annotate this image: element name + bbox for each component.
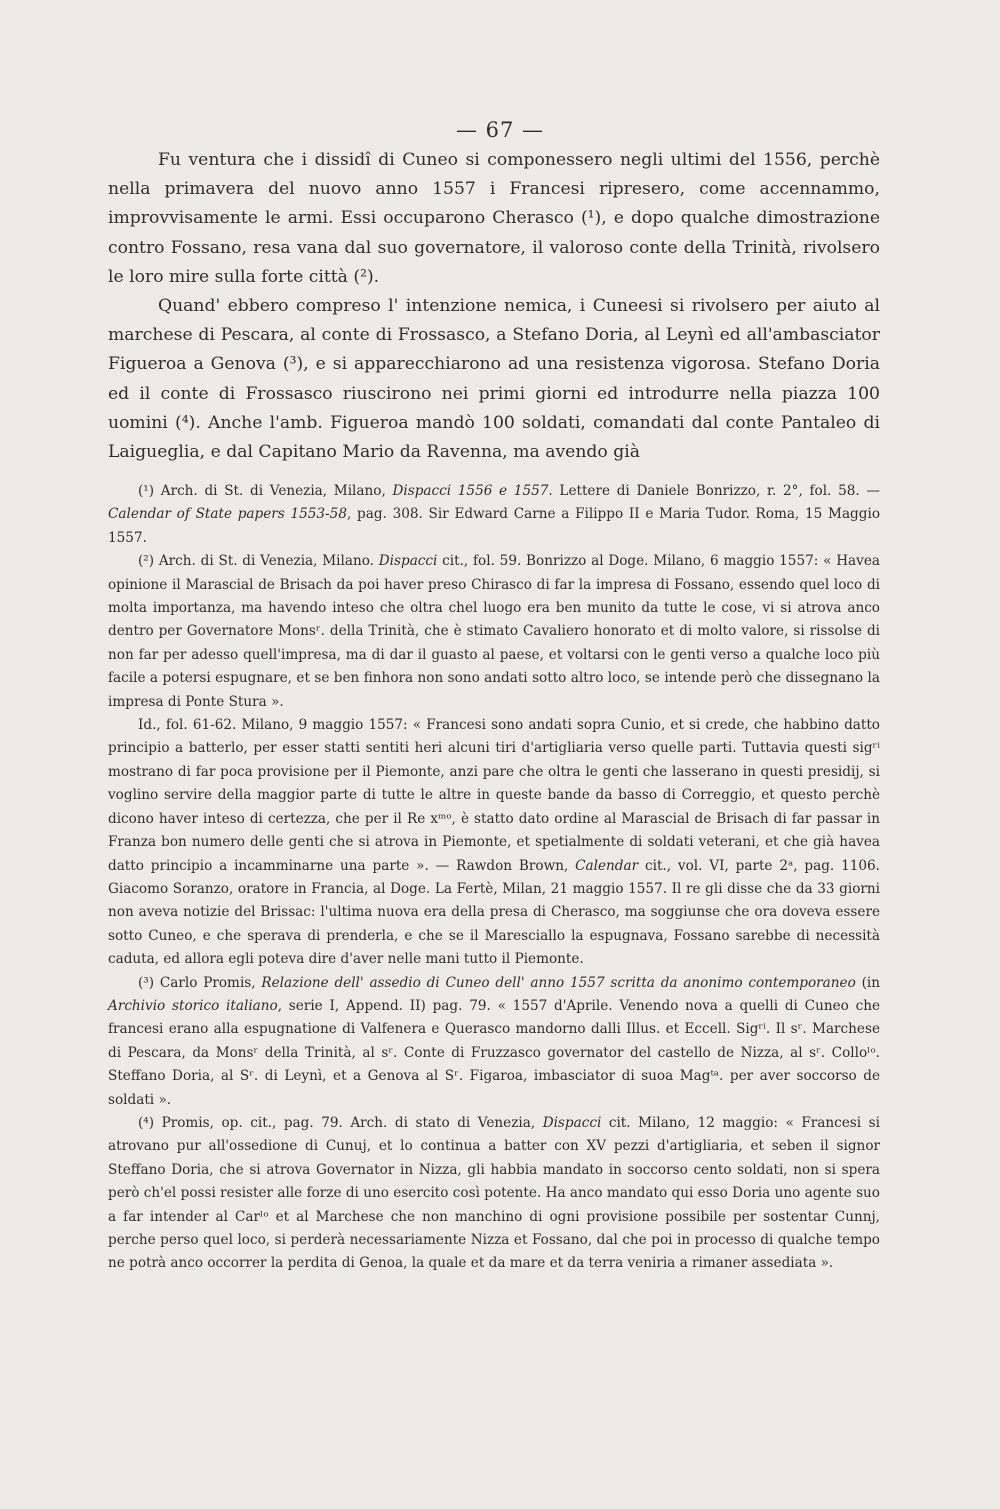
footnote-title: Dispacci — [378, 553, 438, 570]
footnote-2-continued — [108, 714, 880, 971]
footnote-text: (⁴) Promis, op. cit., pag. 79. Arch. di stato di Venezia, — [138, 1114, 543, 1131]
paragraph-2: Quand' ebbero compreso l' intenzione nemica, i Cuneesi si rivolsero per aiuto al marchese di Pescara, al conte di Frossasco, a Stefano Doria, al Leynì ed all'ambasciator Figueroa a Genova (³), e si apparecchiarono ad una resistenza vigorosa. Stefano Doria ed il conte di Frossasco riuscirono nei primi giorni ed introdurre nella piazza 100 uomini (⁴). Anche l'amb. Figueroa mandò 100 soldati, comandati dal conte Pantaleo di Laigueglia, e dal Capitano Mario da Ravenna, ma avendo già — [108, 296, 880, 463]
footnote-text: cit. Milano, 12 maggio: « Francesi si atrovano pur all'ossedione di Cunuj, et lo continua a batter con XV pezzi d'artigliaria, et seben il signor Steffano Doria, che si atrova Governator in Nizza, gli habbia mandato in soccorso cento soldati, non si spera però ch'el possi resister alle forze di uno esercito così potente. Ha anco mandato qui esso Doria uno agente suo a far intender al Carˡᵒ et al Marchese che non manchino di ogni provisione possibile per sostentar Cunnj, perche perso quel loco, si perderà necessariamente Nizza et Fossano, dal che poi in processo di qualche tempo ne potrà anco occorrer la perdita di Genoa, la quale et da mare et da terra veniria a rimaner assediata ». — [108, 1114, 880, 1272]
footnote-text: (³) Carlo Promis, — [138, 974, 262, 991]
footnote-title: Calendar of State papers 1553-58 — [108, 506, 347, 523]
footnote-text: (¹) Arch. di St. di Venezia, Milano, — [138, 483, 393, 499]
footnote-title: Calendar — [575, 857, 639, 874]
footnote-text: cit., vol. VI, parte 2ᵃ, pag. 1106. Giacomo Soranzo, oratore in Francia, al Doge. La Fertè, Milan, 21 maggio 1557. Il re gli disse che da 33 giorni non aveva notizie del Brissac: l'ultima nuova era della presa di Cherasco, ma soggiunse che ora doveva essere sotto Cuneo, e che sperava di prenderla, e che se il Maresciallo la espugnava, Fossano sarebbe di necessità caduta, ed allora egli poteva dire d'aver nelle mani tutto il Piemonte. — [108, 857, 880, 968]
footnote-text: (in — [855, 974, 881, 991]
main-text — [108, 146, 880, 467]
footnote-3 — [108, 972, 880, 1112]
footnote-text: Id., fol. 61-62. Milano, 9 maggio 1557: « Francesi sono andati sopra Cunio, et si crede, che habbino datto principio a batterlo, per esser statti sentiti heri alcuni tiri d'artigliaria verso quelle parti. Tuttavia questi sigʳⁱ mostrano di far poca provisione per il Piemonte, anzi pare che oltra le genti che lasserano in questi presidij, si voglino servire della maggior parte di tutte le altre in queste bande da basso di Correggio, et questo perchè dicono haver inteso di certezza, che per il Re xᵐᵒ, è statto dato ordine al Marascial de Brisach di far passar in Franza bon numero delle genti che si atrova in Piemonte, et spetialmente di soldati veterani, et che già havea datto principio a incamminarne una parte ». — Rawdon Brown, — [108, 717, 880, 874]
page-number: — 67 — — [455, 118, 545, 142]
footnote-text: , pag. 308. Sir Edward Carne a Filippo II e Maria Tudor. Roma, 15 Maggio 1557. — [108, 506, 880, 546]
footnote-text: . Lettere di Daniele Bonrizzo, r. 2°, fol. 58. — — [548, 483, 880, 499]
footnote-title: Relazione dell' assedio di Cuneo dell' anno 1557 scritta da anonimo contemporaneo — [261, 974, 856, 991]
footnotes — [108, 480, 880, 1276]
paragraph-1: Fu ventura che i dissidî di Cuneo si componessero negli ultimi del 1556, perchè nella primavera del nuovo anno 1557 i Francesi ripresero, come accennammo, improvvisamente le armi. Essi occuparono Cherasco (¹), e dopo qualche dimostrazione contro Fossano, resa vana dal suo governatore, il valoroso conte della Trinità, rivolsero le loro mire sulla forte città (²). — [108, 150, 880, 287]
footnote-text: , serie I, Append. II) pag. 79. « 1557 d'Aprile. Venendo nova a quelli di Cuneo che francesi erano alla espugnatione di Valfenera e Querasco mandorno dalli Illus. et Eccell. Sigʳⁱ. Il sʳ. Marchese di Pescara, da Monsʳ della Trinità, al sʳ. Conte di Fruzzasco governator del castello de Nizza, al sʳ. Colloˡᵒ. Steffano Doria, al Sʳ. di Leynì, et a Genova al Sʳ. Figaroa, imbasciator di suoa Magᵗᵃ. per aver soccorso de soldati ». — [108, 997, 880, 1108]
footnote-4 — [108, 1112, 880, 1276]
footnote-title: Dispacci 1556 e 1557 — [392, 483, 549, 499]
footnote-text: cit., fol. 59. Bonrizzo al Doge. Milano, 6 maggio 1557: « Havea opinione il Marascial de Brisach da poi haver preso Chirasco di far la impresa di Fossano, essendo quel loco di molta importanza, ma havendo inteso che oltra chel luogo era ben munito da tutte le cose, vi si atrova anco dentro per Governatore Monsʳ. della Trinità, che è stimato Cavaliero honorato et di molto valore, si rissolse di non far per adesso quell'impresa, ma di dar il guasto al paese, et voltarsi con le genti verso a qualche loco più facile a potersi espugnare, et se ben finhora non sono andati sotto altro loco, se intende però che dissegnano la impresa di Ponte Stura ». — [108, 553, 880, 710]
footnote-text: (²) Arch. di St. di Venezia, Milano. — [138, 553, 379, 570]
footnote-1 — [108, 480, 880, 550]
footnote-title: Dispacci — [542, 1114, 602, 1131]
footnote-title: Archivio storico italiano — [108, 997, 278, 1014]
footnote-2 — [108, 550, 880, 714]
